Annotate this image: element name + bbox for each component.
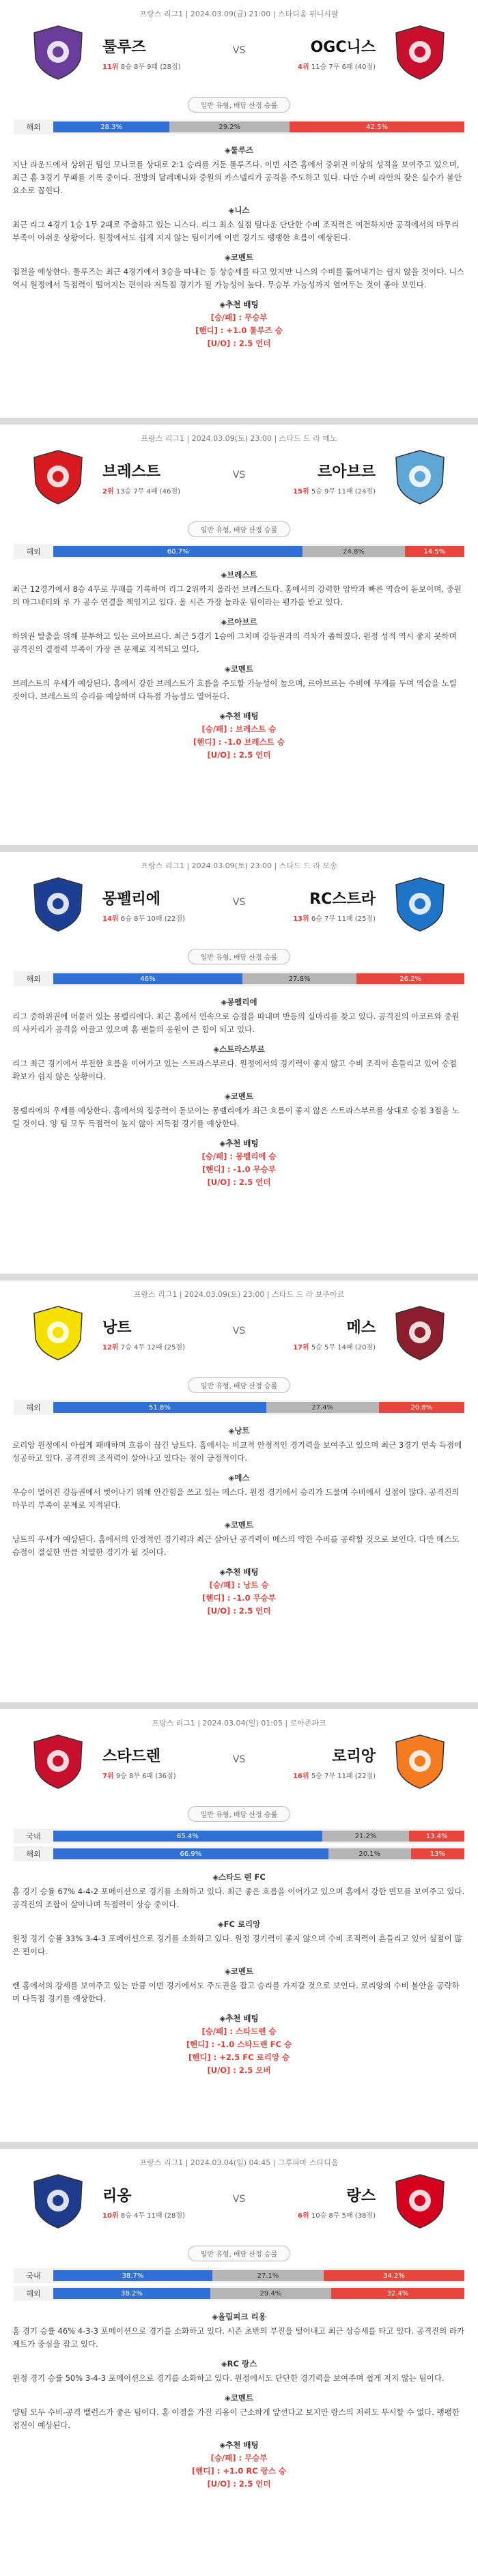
away-win-segment: 26.2% [356, 973, 464, 984]
draw-segment: 27.4% [266, 1402, 379, 1413]
away-team-stats: 5승 7무 11패 (22점) [311, 1773, 376, 1780]
odds-type-tab[interactable]: 일반 유형, 배당 산정 승률 [188, 97, 291, 113]
probability-row [14, 1829, 464, 1844]
odds-tab-row [0, 521, 478, 537]
match-datetime: 2024.03.04(일) 04:45 [190, 2158, 271, 2167]
away-win-segment: 13.4% [409, 1831, 464, 1842]
comment-body: 몽펠리에의 우세를 예상한다. 홈에서의 집중력이 돋보이는 몽펠리에가 최근 흐름이 좋지 않은 스트라스부르를 상대로 승점 3점을 노릴 것이다. 양 팀 모두 득점력이 높지 않아 저득점 경기를 예상한다. [12, 1106, 460, 1128]
home-analysis-title: ◈브레스트 [221, 570, 257, 579]
draw-segment: 24.8% [303, 546, 404, 557]
away-team-name: RC스트라 [309, 891, 376, 908]
away-win-segment: 14.5% [405, 546, 464, 557]
home-analysis-body: 홈 경기 승률 46% 4-3-3 포메이션으로 경기를 소화하고 있다. 시즌 초반의 부진을 털어내고 최근 상승세를 타고 있다. 공격진의 라카제트가 중심을 잡고 있다. [12, 2326, 465, 2349]
away-team-record [293, 485, 376, 496]
comment-body: 렌 홈에서의 강세를 보여주고 있는 만큼 이번 경기에서도 주도권을 잡고 승리를 가져갈 것으로 보인다. 로리앙의 수비 불안을 공략하며 다득점 경기를 예상한다. [12, 1981, 460, 2003]
comment-title: ◈코멘트 [224, 1966, 254, 1976]
recommended-bet-item: [승/패] : 낭트 승 [209, 1580, 269, 1590]
recommended-bets [181, 1566, 297, 1618]
match-header [0, 445, 478, 521]
home-win-segment: 66.9% [53, 1848, 328, 1859]
analysis-text [12, 569, 466, 703]
vs-label: VS [232, 45, 246, 56]
recommended-bets [181, 2012, 297, 2077]
recommended-bets-title: ◈추천 배팅 [219, 300, 259, 309]
match-separator [0, 418, 478, 425]
recommended-bet-item: [핸디] : +1.0 툴루즈 승 [195, 326, 283, 335]
probability-bar [53, 2270, 464, 2281]
home-analysis-title: ◈툴루즈 [224, 145, 254, 155]
win-probability-bars [14, 544, 464, 559]
recommended-bet-item: [U/O] : 2.5 언더 [207, 339, 271, 348]
comment-title: ◈코멘트 [224, 1520, 254, 1530]
probability-source-label: 해외 [26, 547, 41, 556]
probability-source-label: 해외 [26, 123, 41, 132]
probability-source-label: 국내 [26, 2272, 41, 2280]
home-team-stats: 6승 8무 10패 (22점) [120, 915, 185, 923]
match-header [0, 872, 478, 949]
odds-tab-row [0, 97, 478, 113]
analysis-text [12, 1871, 466, 2005]
probability-source-label: 해외 [26, 2289, 41, 2298]
home-team-record [102, 1770, 176, 1780]
analysis-text [12, 2310, 466, 2432]
vs-label: VS [232, 1754, 246, 1765]
away-team-rank: 4위 [298, 63, 309, 71]
match-card [0, 0, 478, 418]
win-probability-bars [14, 1400, 464, 1415]
recommended-bet-item: [핸디] : -1.0 스타드렌 FC 승 [186, 2040, 292, 2049]
home-analysis-title: ◈몽펠리에 [221, 997, 257, 1007]
recommended-bet-item: [승/패] : 무승부 [210, 2453, 268, 2463]
away-team [293, 460, 376, 496]
match-datetime: 2024.03.09(토) 23:00 [191, 861, 272, 870]
away-team-record [298, 2209, 376, 2220]
recommended-bets-title: ◈추천 배팅 [219, 711, 259, 721]
probability-source-label: 해외 [26, 1850, 41, 1859]
odds-type-tab[interactable]: 일반 유형, 배당 산정 승률 [188, 2246, 291, 2261]
match-header [0, 20, 478, 97]
away-team-stats: 10승 8무 5패 (38점) [311, 2212, 376, 2220]
vs-label: VS [232, 2194, 246, 2205]
away-win-segment: 13% [411, 1848, 464, 1859]
recommended-bets [181, 298, 297, 350]
recommended-bet-item: [U/O] : 2.5 오버 [207, 2065, 271, 2075]
probability-row [14, 1400, 464, 1415]
probability-bar [53, 2288, 464, 2299]
home-team-rank: 11위 [102, 63, 119, 71]
league-name: 프랑스 리그1 [139, 10, 184, 18]
away-team-rank: 13위 [293, 915, 309, 923]
home-team-record [102, 913, 185, 923]
match-separator [0, 1274, 478, 1280]
league-name: 프랑스 리그1 [141, 434, 184, 443]
home-team-rank: 10위 [102, 2212, 119, 2220]
probability-row [14, 971, 464, 986]
home-team-rank: 12위 [102, 1344, 119, 1351]
match-datetime: 2024.03.04(일) 01:05 [202, 1719, 283, 1728]
home-team-name: 툴루즈 [102, 39, 146, 56]
away-team [298, 35, 376, 71]
away-win-segment: 20.8% [379, 1402, 464, 1413]
home-team-stats: 7승 4무 12패 (25점) [120, 1344, 185, 1351]
home-analysis-title: ◈낭트 [228, 1426, 250, 1435]
match-separator [0, 1702, 478, 1709]
probability-bar [53, 546, 464, 557]
home-team-record [102, 61, 181, 71]
away-analysis-body: 최근 리그 4경기 1승 1무 2패로 주춤하고 있는 니스다. 리그 최소 실점 팀다운 단단한 수비 조직력은 여전하지만 공격에서의 마무리 부족이 아쉬운 상황이다. 원정에서도 쉽게 지지 않는 팀이기에 이번 경기도 팽팽한 흐름이 예상된다. [12, 220, 460, 242]
away-team-name: 랑스 [346, 2188, 376, 2205]
odds-tab-row [0, 949, 478, 964]
draw-segment: 29.4% [210, 2288, 331, 2299]
recommended-bet-item: [승/패] : 무승부 [210, 313, 268, 322]
recommended-bet-item: [U/O] : 2.5 언더 [207, 1606, 271, 1616]
away-team-name: 르아브르 [317, 463, 376, 481]
league-name: 프랑스 리그1 [141, 861, 184, 870]
away-team-rank: 17위 [293, 1344, 309, 1351]
recommended-bets [181, 2439, 297, 2491]
away-team [293, 1745, 376, 1780]
home-team-stats: 8승 8무 9패 (28점) [120, 63, 181, 71]
home-analysis-body: 홈 경기 승률 67% 4-4-2 포메이션으로 경기를 소화하고 있다. 최근 좋은 흐름을 이어가고 있으며 홈에서 강한 면모를 보여주고 있다. 공격진의 조합이 살아나며 득점력이 상승 중이다. [12, 1887, 465, 1909]
home-win-segment: 51.8% [53, 1402, 266, 1413]
home-team-name: 스타드렌 [102, 1748, 161, 1765]
analysis-text [12, 996, 466, 1130]
comment-title: ◈코멘트 [224, 253, 254, 262]
home-team-stats: 9승 8무 6패 (36점) [115, 1773, 176, 1780]
home-team-name: 브레스트 [102, 463, 161, 481]
away-team-name: OGC니스 [310, 39, 376, 56]
match-header [0, 1301, 478, 1377]
probability-source-label: 해외 [26, 1403, 41, 1412]
match-card [0, 425, 478, 845]
probability-source-label: 국내 [26, 1832, 41, 1841]
probability-row [14, 1846, 464, 1861]
probability-row [14, 2286, 464, 2301]
away-analysis-body: 원정 경기 승률 50% 3-4-3 포메이션으로 경기를 소화하고 있다. 원정에서도 단단한 경기력을 보여주며 쉽게 지지 않는 팀이다. [12, 2373, 445, 2383]
recommended-bets-title: ◈추천 배팅 [219, 1567, 259, 1577]
away-team-rank: 6위 [298, 2212, 309, 2220]
recommended-bet-item: [핸디] : +2.5 FC 로리앙 승 [188, 2052, 290, 2062]
away-analysis-title: ◈르아브르 [221, 617, 257, 627]
home-team-record [102, 2209, 185, 2220]
comment-title: ◈코멘트 [224, 2393, 254, 2403]
home-win-segment: 38.2% [53, 2288, 210, 2299]
probability-bar [53, 973, 464, 984]
comment-title: ◈코멘트 [224, 664, 254, 674]
match-info: 프랑스 리그1 | 2024.03.04(일) 04:45 | 그루파마 스타디움 [139, 2158, 339, 2167]
away-analysis-body: 리그 최근 경기에서 부진한 흐름을 이어가고 있는 스트라스부르다. 원정에서의 경기력이 좋지 않고 수비 조직이 흔들리고 있어 승점 확보가 쉽지 않은 상황이다. [12, 1059, 457, 1081]
analysis-text [12, 1425, 466, 1559]
comment-body: 접전을 예상한다. 툴루즈는 최근 4경기에서 3승을 따내는 등 상승세를 타고 있지만 니스의 수비를 뚫어내기는 쉽지 않을 것이다. 니스 역시 원정에서 득점력이 떨어지는 편이라 저득점 경기가 될 가능성이 높다. 무승부 가능성까지 열어두는 것이 좋아 보인다. [12, 267, 464, 289]
home-team-stats: 13승 7무 4패 (46점) [115, 488, 180, 496]
odds-type-tab[interactable]: 일반 유형, 배당 산정 승률 [188, 949, 291, 964]
away-team-name: 로리앙 [332, 1748, 376, 1765]
match-info: 프랑스 리그1 | 2024.03.09(토) 23:00 | 스타드 드 라 보주아르 [133, 1290, 345, 1299]
match-info: 프랑스 리그1 | 2024.03.09(토) 23:00 | 스타드 드 라 메노 [141, 434, 337, 443]
away-win-segment: 32.4% [331, 2288, 464, 2299]
league-name: 프랑스 리그1 [133, 1290, 178, 1299]
home-analysis-title: ◈스타드 렌 FC [212, 1872, 266, 1882]
recommended-bets [181, 710, 297, 762]
stadium-name: 스타드 드 라 보주아르 [272, 1290, 345, 1299]
recommended-bets [181, 1137, 297, 1189]
away-analysis-body: 우승이 멀어진 강등권에서 벗어나기 위해 안간힘을 쓰고 있는 메스다. 원정 경기에서 승리가 드물며 수비에서 실점이 많다. 공격진의 마무리 부족이 문제로 지적된다. [12, 1487, 460, 1510]
recommended-bet-item: [승/패] : 브레스트 승 [201, 724, 277, 734]
away-analysis-title: ◈RC 랑스 [221, 2359, 257, 2369]
comment-body: 브레스트의 우세가 예상된다. 홈에서 강한 브레스트가 흐름을 주도할 가능성이 높으며, 르아브르는 수비에 무게를 두며 역습을 노릴 것이다. 브레스트의 승리를 예상하며 다득점 가능성도 열어둔다. [12, 678, 457, 701]
match-header [0, 1730, 478, 1806]
vs-label: VS [232, 470, 246, 481]
away-team-stats: 6승 7무 11패 (25점) [311, 915, 376, 923]
home-team-record [102, 485, 180, 496]
match-separator [0, 845, 478, 852]
home-analysis-body: 리그 중하위권에 머물러 있는 몽펠리에다. 최근 홈에서 연속으로 승점을 따내며 반등의 실마리를 찾고 있다. 공격진의 아코르와 중원의 사카리가 공격을 이끌고 있으며 홈 팬들의 응원이 큰 힘이 되고 있다. [12, 1012, 460, 1034]
home-team-name: 리옹 [102, 2188, 132, 2205]
recommended-bet-item: [핸디] : -1.0 무승부 [202, 1164, 276, 1174]
probability-bar [53, 1831, 464, 1842]
draw-segment: 20.1% [328, 1848, 411, 1859]
match-card [0, 2149, 478, 2576]
probability-source-label: 해외 [26, 975, 41, 984]
home-team-stats: 8승 4무 11패 (28점) [120, 2212, 185, 2220]
win-probability-bars [14, 119, 464, 134]
home-team-rank: 14위 [102, 915, 119, 923]
match-info: 프랑스 리그1 | 2024.03.09(토) 23:00 | 스타드 드 라 모송 [141, 861, 337, 870]
home-team-rank: 7위 [102, 1773, 114, 1780]
odds-tab-row [0, 2246, 478, 2261]
match-info: 프랑스 리그1 | 2024.03.09(금) 21:00 | 스타디움 뮈니시팔 [139, 10, 339, 18]
home-win-segment: 60.7% [53, 546, 303, 557]
probability-row [14, 544, 464, 559]
away-team [298, 2184, 376, 2220]
match-info: 프랑스 리그1 | 2024.03.04(일) 01:05 | 로아존파크 [152, 1719, 326, 1728]
recommended-bet-item: [U/O] : 2.5 언더 [207, 750, 271, 760]
recommended-bets-title: ◈추천 배팅 [219, 2014, 259, 2023]
home-win-segment: 28.3% [53, 121, 169, 132]
away-win-segment: 34.2% [324, 2270, 464, 2281]
home-analysis-body: 지난 라운드에서 상위권 팀인 모나코를 상대로 2:1 승리를 거둔 툴루즈다. 이번 시즌 홈에서 중위권 이상의 성적을 보여주고 있으며, 최근 홈 3경기 무패를 기록 중이다. 전방의 달레메나와 중원의 카스넬리가 공격을 주도하고 있다. 다만 수비 라인의 잦은 실수가 불안 요소로 꼽힌다. [12, 160, 462, 195]
recommended-bet-item: [U/O] : 2.5 언더 [207, 2479, 271, 2489]
comment-body: 낭트의 우세가 예상된다. 홈에서의 안정적인 경기력과 최근 살아난 공격력이 메스의 약한 수비를 공략할 것으로 보인다. 다만 메스도 승점이 절실한 만큼 치열한 경기가 될 것이다. [12, 1534, 460, 1557]
vs-label: VS [232, 1326, 246, 1336]
recommended-bets-title: ◈추천 배팅 [219, 2440, 259, 2450]
match-datetime: 2024.03.09(금) 21:00 [190, 10, 271, 18]
odds-type-tab[interactable]: 일반 유형, 배당 산정 승률 [188, 1377, 291, 1393]
stadium-name: 그루파마 스타디움 [277, 2158, 339, 2167]
away-team-name: 메스 [346, 1319, 376, 1336]
away-team-stats: 5승 5무 14패 (20점) [311, 1344, 376, 1351]
home-win-segment: 46% [53, 973, 242, 984]
home-team-rank: 2위 [102, 488, 114, 496]
match-card [0, 1709, 478, 2142]
league-name: 프랑스 리그1 [152, 1719, 195, 1728]
away-analysis-body: 하위권 탈출을 위해 분투하고 있는 르아브르다. 최근 5경기 1승에 그치며 강등권과의 격차가 좁혀졌다. 원정 성적 역시 좋지 못하며 공격진의 결정력 부족이 가장 큰 문제로 지적되고 있다. [12, 631, 457, 654]
stadium-name: 스타드 드 라 메노 [279, 434, 337, 443]
draw-segment: 29.2% [169, 121, 290, 132]
stadium-name: 스타디움 뮈니시팔 [277, 10, 339, 18]
probability-bar [53, 1402, 464, 1413]
away-win-segment: 42.5% [290, 121, 464, 132]
home-analysis-body: 로리앙 원정에서 아쉽게 패배하며 흐름이 끊긴 낭트다. 홈에서는 비교적 안정적인 경기력을 보여주고 있으며 최근 3경기 연속 득점에 성공하고 있다. 공격진의 조직력이 살아나고 있다는 점이 긍정적이다. [12, 1440, 462, 1463]
away-team-record [298, 61, 376, 71]
probability-bar [53, 121, 464, 132]
win-probability-bars [14, 1829, 464, 1861]
match-datetime: 2024.03.09(토) 23:00 [184, 1290, 265, 1299]
recommended-bet-item: [승/패] : 스타드렌 승 [201, 2027, 277, 2036]
stadium-name: 로아존파크 [290, 1719, 326, 1728]
recommended-bets-title: ◈추천 배팅 [219, 1139, 259, 1148]
away-analysis-title: ◈메스 [228, 1473, 250, 1483]
match-card [0, 852, 478, 1274]
away-team-rank: 15위 [293, 488, 309, 496]
match-separator [0, 2142, 478, 2149]
odds-type-tab[interactable]: 일반 유형, 배당 산정 승률 [188, 521, 291, 537]
away-team-stats: 11승 7무 6패 (40점) [311, 63, 376, 71]
comment-body: 양팀 모두 수비-공격 밸런스가 좋은 팀이다. 홈 이점을 가진 리옹이 근소하게 앞선다고 보지만 랑스의 저력도 무시할 수 없다. 팽팽한 접전이 예상된다. [12, 2407, 460, 2430]
home-win-segment: 38.7% [53, 2270, 212, 2281]
away-team-rank: 16위 [293, 1773, 309, 1780]
stadium-name: 스타드 드 라 모송 [279, 861, 337, 870]
match-card [0, 1280, 478, 1702]
comment-title: ◈코멘트 [224, 1091, 254, 1101]
vs-label: VS [232, 897, 246, 908]
win-probability-bars [14, 971, 464, 986]
recommended-bet-item: [핸디] : +1.0 RC 랑스 승 [192, 2466, 286, 2476]
away-analysis-title: ◈스트라스부르 [213, 1044, 265, 1054]
draw-segment: 21.2% [322, 1831, 410, 1842]
away-analysis-title: ◈니스 [228, 205, 250, 215]
win-probability-bars [14, 2268, 464, 2301]
draw-segment: 27.8% [242, 973, 356, 984]
away-team-record [293, 1770, 376, 1780]
away-analysis-body: 원정 경기 승률 33% 3-4-3 포메이션으로 경기를 소화하고 있다. 원정 경기력이 좋지 않으며 수비 조직력이 흔들리고 있어 실점이 많은 편이다. [12, 1934, 462, 1956]
recommended-bet-item: [핸디] : -1.0 브레스트 승 [193, 737, 285, 747]
home-team-name: 몽펠리에 [102, 891, 161, 908]
match-datetime: 2024.03.09(토) 23:00 [191, 434, 272, 443]
away-analysis-title: ◈FC 로리앙 [217, 1919, 261, 1929]
home-team-name: 낭트 [102, 1319, 132, 1336]
odds-tab-row [0, 1806, 478, 1822]
away-team [293, 1316, 376, 1351]
away-team [293, 887, 376, 923]
recommended-bet-item: [U/O] : 2.5 언더 [207, 1177, 271, 1187]
probability-row [14, 2268, 464, 2283]
home-analysis-title: ◈올림피크 리옹 [212, 2312, 266, 2321]
away-team-stats: 5승 9무 11패 (24점) [311, 488, 376, 496]
analysis-text [12, 144, 466, 291]
probability-bar [53, 1848, 464, 1859]
away-team-record [293, 913, 376, 923]
away-team-record [293, 1341, 376, 1351]
recommended-bet-item: [핸디] : -1.0 무승부 [202, 1593, 276, 1603]
odds-type-tab[interactable]: 일반 유형, 배당 산정 승률 [188, 1806, 291, 1822]
home-team-record [102, 1341, 185, 1351]
odds-tab-row [0, 1377, 478, 1393]
home-analysis-body: 최근 12경기에서 8승 4무로 무패를 기록하며 리그 2위까지 올라선 브레스트다. 홈에서의 강력한 압박과 빠른 역습이 돋보이며, 중원의 마그네티와 루 가 공수 연결을 책임지고 있다. 올 시즌 가장 놀라운 팀이라는 평가를 받고 있다. [12, 584, 462, 607]
recommended-bet-item: [승/패] : 몽펠리에 승 [201, 1151, 277, 1161]
draw-segment: 27.1% [212, 2270, 324, 2281]
match-header [0, 2169, 478, 2246]
probability-row [14, 119, 464, 134]
home-win-segment: 65.4% [53, 1831, 322, 1842]
league-name: 프랑스 리그1 [139, 2158, 184, 2167]
